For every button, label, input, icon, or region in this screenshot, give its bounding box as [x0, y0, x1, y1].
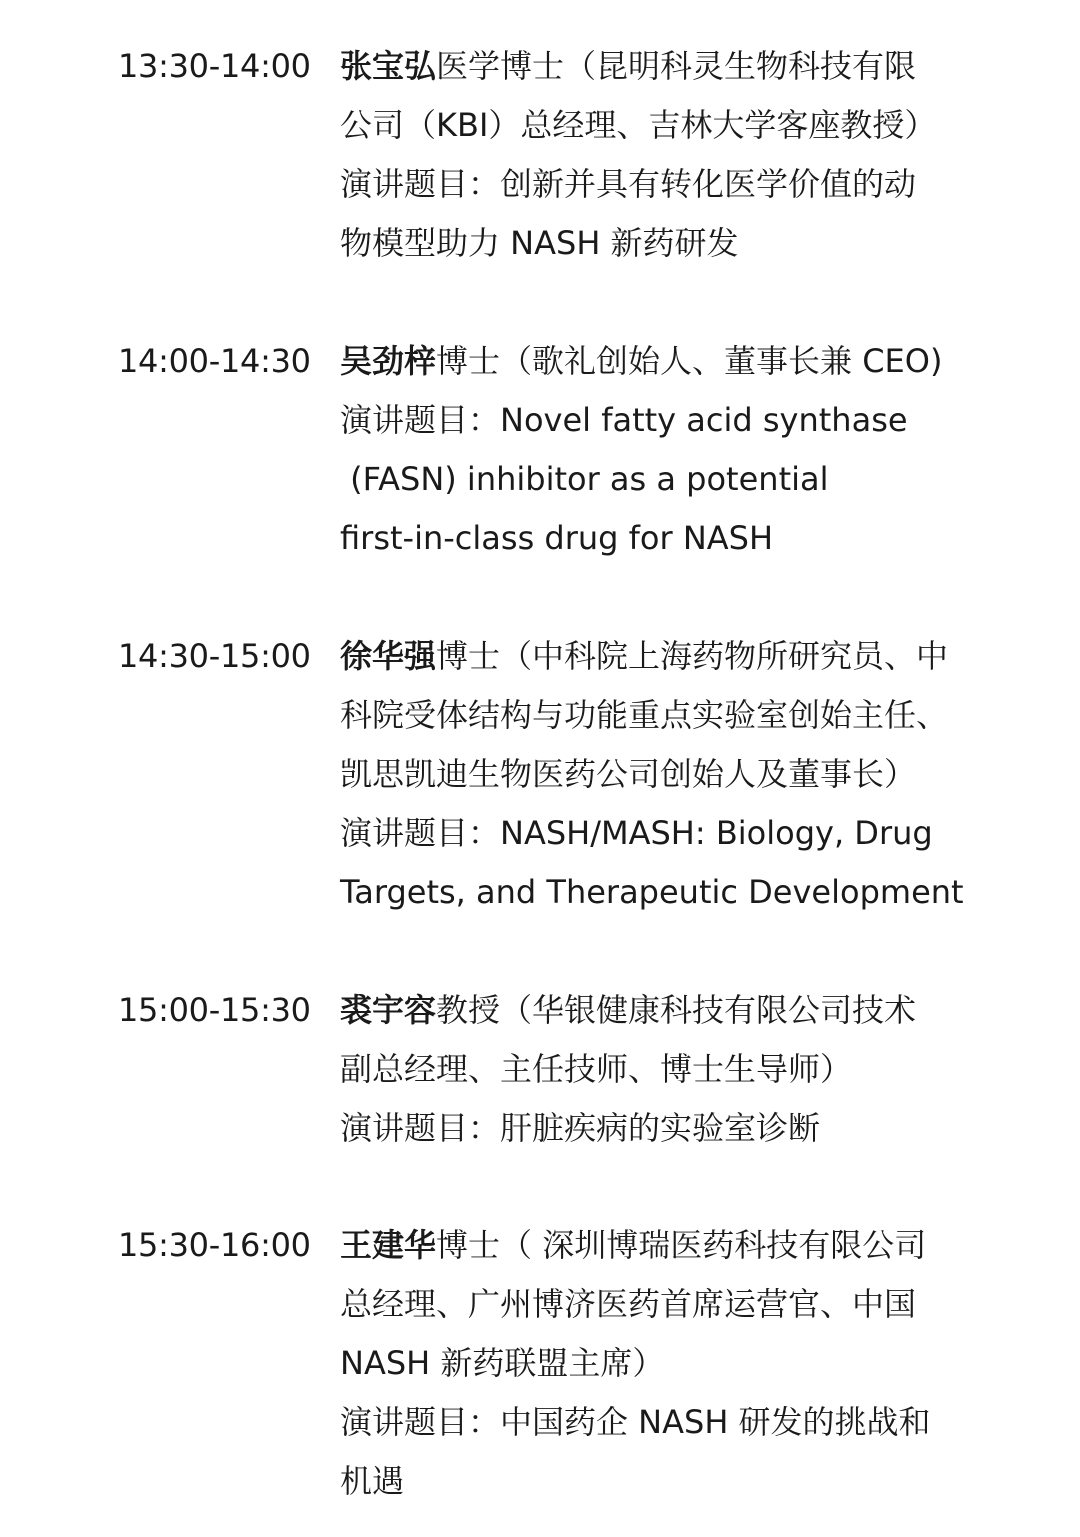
- detail-line: 演讲题目：中国药企 NASH 研发的挑战和: [340, 1403, 931, 1441]
- detail-line: 凯思凯迪生物医药公司创始人及董事长）: [340, 755, 917, 793]
- speaker-title: 博士（歌礼创始人、董事长兼 CEO): [436, 342, 943, 380]
- detail-line: 科院受体结构与功能重点实验室创始主任、: [340, 696, 949, 734]
- detail-line: 公司（KBI）总经理、吉林大学客座教授）: [340, 106, 937, 144]
- speaker-title: 博士（中科院上海药物所研究员、中: [436, 637, 949, 675]
- detail-line: 物模型助力 NASH 新药研发: [340, 224, 739, 262]
- session-details: [340, 627, 990, 922]
- detail-line: 机遇: [340, 1462, 405, 1500]
- speaker-name: 张宝弘: [340, 47, 437, 85]
- detail-line: 演讲题目：肝脏疾病的实验室诊断: [340, 1109, 821, 1147]
- detail-line: 演讲题目：创新并具有转化医学价值的动: [340, 165, 917, 203]
- speaker-name: 裘宇容: [340, 991, 437, 1029]
- session-details: [340, 37, 990, 273]
- session-time: 13:30-14:00: [118, 47, 311, 85]
- session-time: 15:30-16:00: [118, 1226, 311, 1264]
- detail-line: 演讲题目：NASH/MASH: Biology, Drug: [340, 814, 933, 852]
- speaker-name: 徐华强: [340, 637, 437, 675]
- speaker-name: 吴劲梓: [340, 342, 437, 380]
- detail-line: NASH 新药联盟主席）: [340, 1344, 665, 1382]
- speaker-line: [340, 981, 990, 1040]
- session-time: 14:00-14:30: [118, 342, 311, 380]
- detail-line: first-in-class drug for NASH: [340, 519, 774, 557]
- detail-line: Targets, and Therapeutic Development: [340, 873, 964, 911]
- detail-line: 副总经理、主任技师、博士生导师）: [340, 1050, 853, 1088]
- speaker-title: 医学博士（昆明科灵生物科技有限: [436, 47, 917, 85]
- speaker-line: [340, 37, 990, 96]
- speaker-line: [340, 1216, 990, 1275]
- speaker-title: 博士（ 深圳博瑞医药科技有限公司: [436, 1226, 927, 1264]
- speaker-name: 王建华: [340, 1226, 437, 1264]
- detail-line: (FASN) inhibitor as a potential: [340, 460, 829, 498]
- session-time: 14:30-15:00: [118, 637, 311, 675]
- detail-line: 演讲题目：Novel fatty acid synthase: [340, 401, 908, 439]
- speaker-line: [340, 627, 990, 686]
- speaker-title: 教授（华银健康科技有限公司技术: [436, 991, 917, 1029]
- speaker-line: [340, 332, 990, 391]
- session-time: 15:00-15:30: [118, 991, 311, 1029]
- session-details: [340, 1216, 990, 1511]
- detail-line: 总经理、广州博济医药首席运营官、中国: [340, 1285, 917, 1323]
- session-details: [340, 332, 990, 568]
- session-details: [340, 981, 990, 1158]
